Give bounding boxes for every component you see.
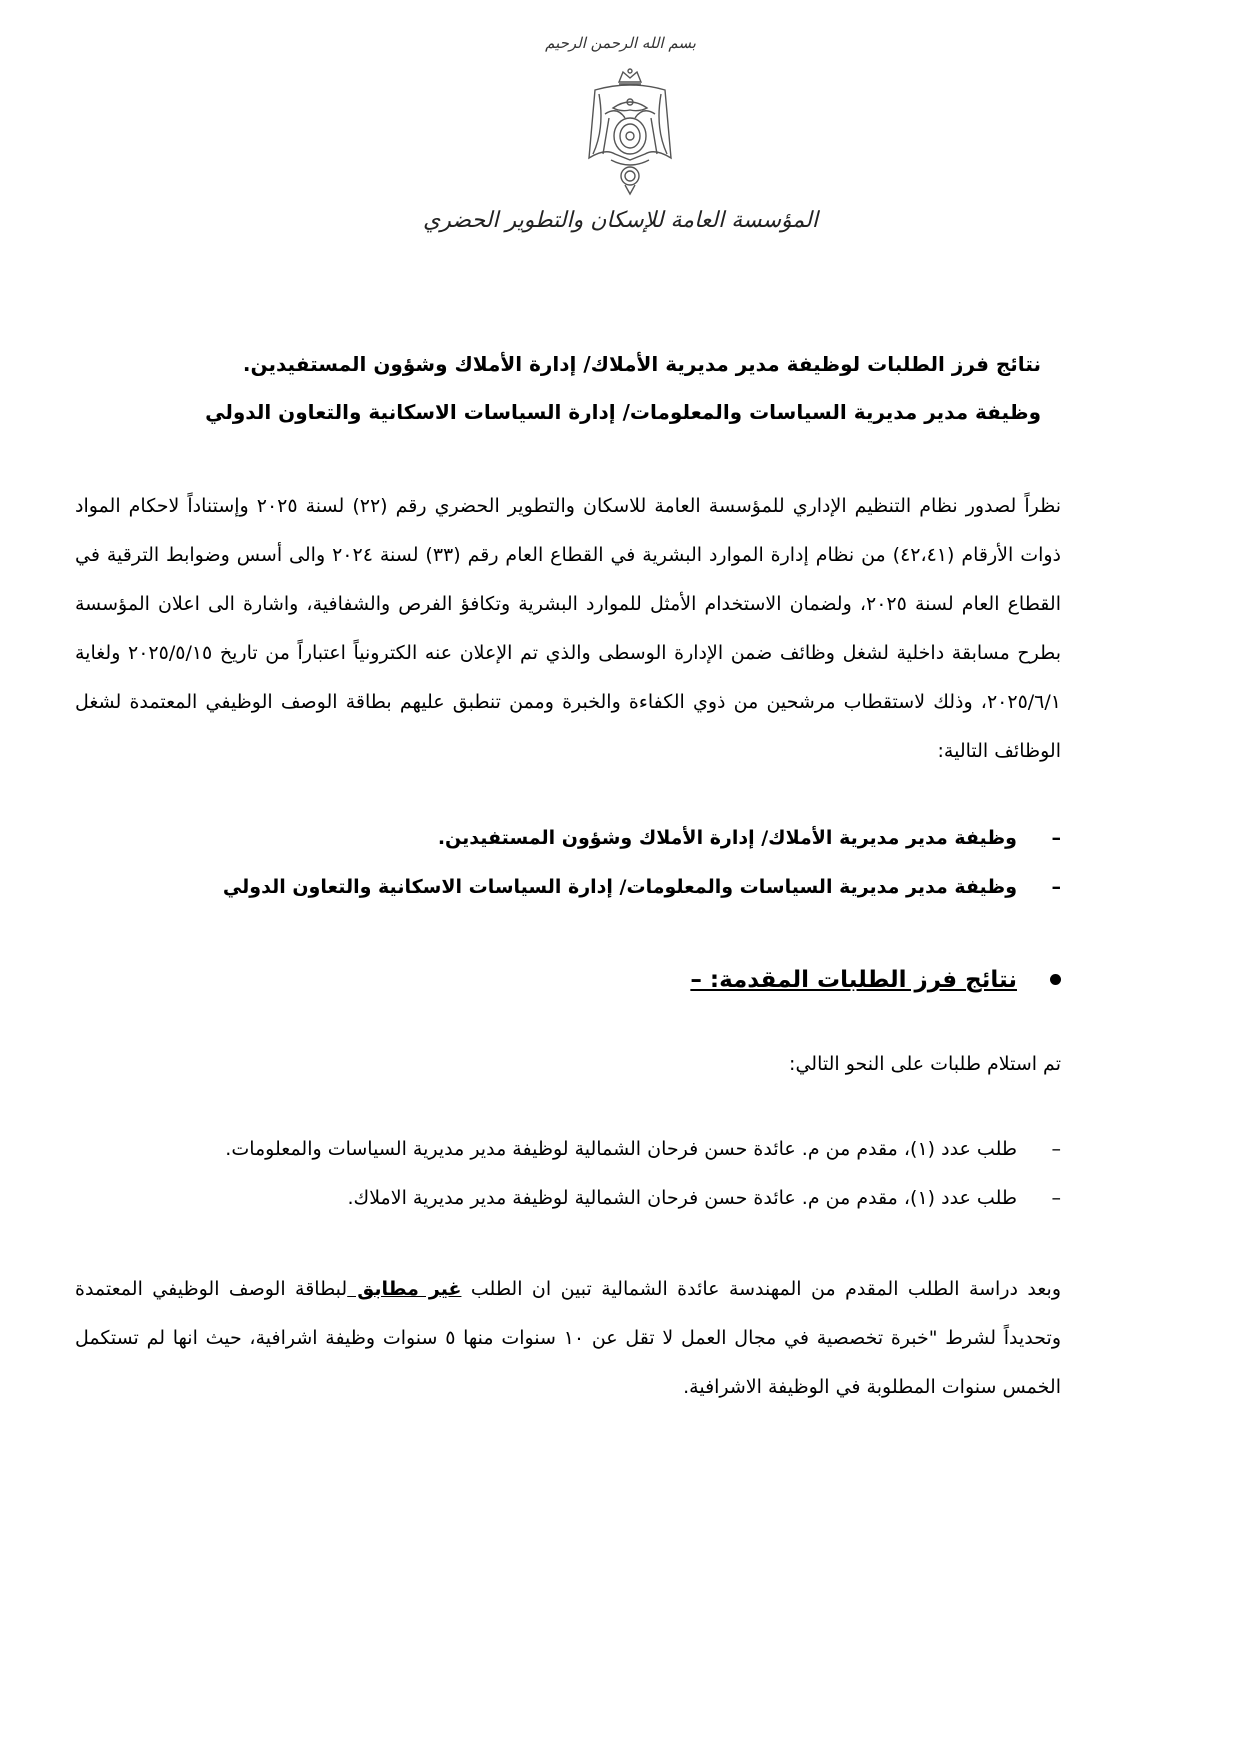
conclusion-paragraph [75,1265,1061,1412]
section-heading-text: نتائج فرز الطلبات المقدمة: – [690,967,1017,993]
document-titles [75,340,1061,436]
list-item: – طلب عدد (١)، مقدم من م. عائدة حسن فرحان الشمالية لوظيفة مدير مديرية الاملاك. [75,1174,1061,1223]
basmala: بسم الله الرحمن الرحيم [545,34,696,52]
not-matching-emphasis: غير مطابق [347,1278,462,1300]
conclusion-text-end: لبطاقة الوصف الوظيفي المعتمدة وتحديداً لشرط "خبرة تخصصية في مجال العمل لا تقل عن ١٠ سنوات منها ٥ سنوات وظيفة اشرافية، حيث انها لم تستكمل الخمس سنوات المطلوبة في الوظيفة الاشرافية. [75,1278,1061,1398]
letter-body [75,340,1061,1431]
document-title-2: وظيفة مدير مديرية السياسات والمعلومات/ إدارة السياسات الاسكانية والتعاون الدولي [205,400,1041,424]
list-item: – طلب عدد (١)، مقدم من م. عائدة حسن فرحان الشمالية لوظيفة مدير مديرية السياسات والمعلومات. [75,1125,1061,1174]
intro-paragraph: نظراً لصدور نظام التنظيم الإداري للمؤسسة العامة للاسكان والتطوير الحضري رقم (٢٢) لسنة ٢٠٢٥ وإستناداً لاحكام المواد ذوات الأرقام (٤٢،٤١) من نظام إدارة الموارد البشرية في القطاع العام رقم (٣٣) لسنة ٢٠٢٤ والى أسس وضوابط الترقية في القطاع العام لسنة ٢٠٢٥، ولضمان الاستخدام الأمثل للموارد البشرية وتكافؤ الفرص والشفافية، واشارة الى اعلان المؤسسة بطرح مسابقة داخلية لشغل وظائف ضمن الإدارة الوسطى والذي تم الإعلان عنه الكترونياً اعتباراً من تاريخ ٢٠٢٥/٥/١٥ ولغاية ٢٠٢٥/٦/١، وذلك لاستقطاب مرشحين من ذوي الكفاءة والخبرة وممن تنطبق عليهم بطاقة الوصف الوظيفي المعتمدة لشغل الوظائف التالية: [75,495,1062,762]
applications-list [75,1125,1061,1223]
jordan-coat-of-arms-icon [575,68,685,196]
jobs-list [75,814,1061,912]
conclusion-text-start: وبعد دراسة الطلب المقدم من المهندسة عائدة الشمالية تبين ان الطلب [461,1278,1061,1300]
document-title-1: نتائج فرز الطلبات لوظيفة مدير مديرية الأملاك/ إدارة الأملاك وشؤون المستفيدين. [242,352,1041,376]
list-item: – وظيفة مدير مديرية الأملاك/ إدارة الأملاك وشؤون المستفيدين. [75,814,1061,863]
organization-name: المؤسسة العامة للإسكان والتطوير الحضري [423,208,818,233]
section-heading [75,960,1061,1000]
letterhead [0,0,1241,250]
list-item: – وظيفة مدير مديرية السياسات والمعلومات/ إدارة السياسات الاسكانية والتعاون الدولي [75,863,1061,912]
received-intro: تم استلام طلبات على النحو التالي: [789,1053,1061,1075]
bullet-dot-icon [1050,974,1061,985]
